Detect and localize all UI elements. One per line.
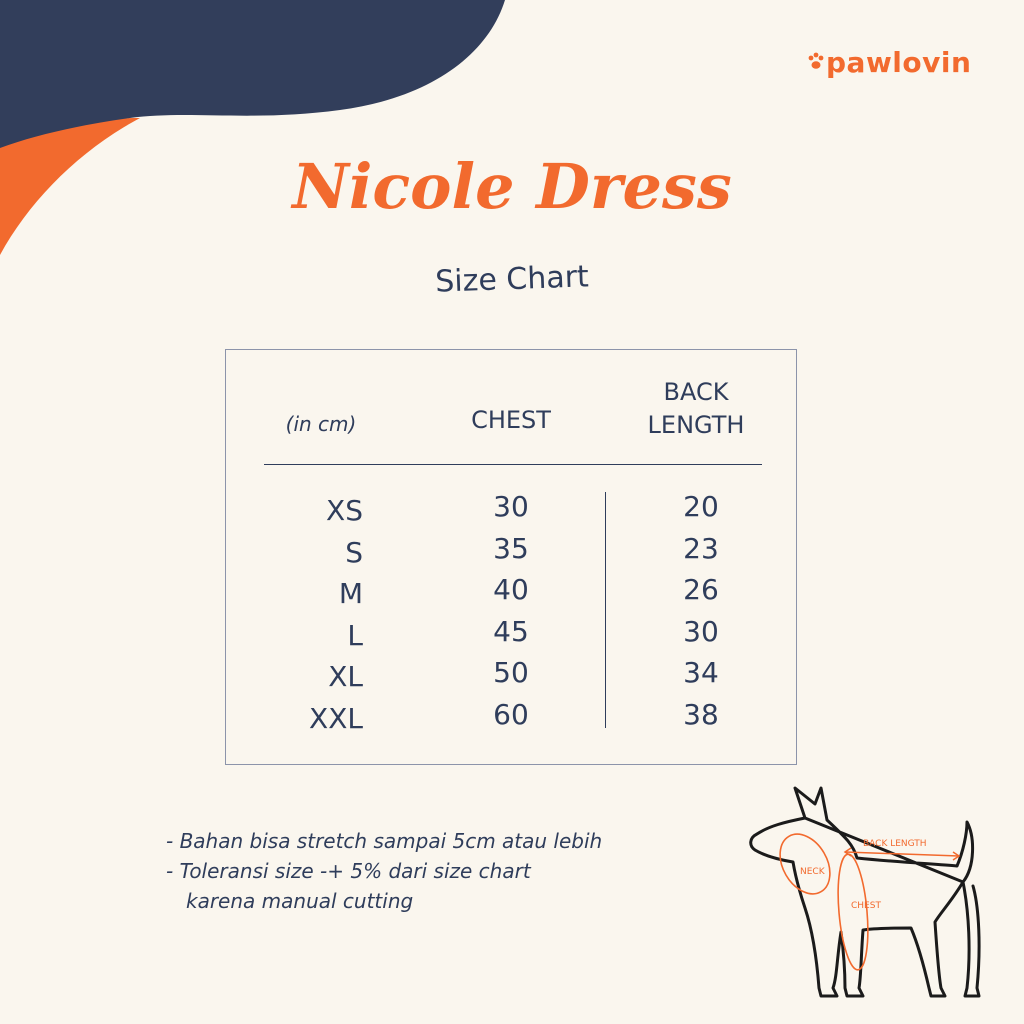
size-cell: XXL [309,701,363,735]
column-header-back-length [626,376,766,442]
column-header-back-line1: BACK [663,378,729,406]
page-title: Nicole Dress [292,150,732,223]
unit-label: (in cm) [285,412,357,436]
brand-logo [808,46,971,79]
back-length-arrow [845,852,959,856]
table-body [226,490,798,739]
page-subtitle: Size Chart [434,259,590,300]
size-cell: L [347,618,363,652]
back-length-cell: 38 [683,697,719,731]
neck-label: NECK [800,867,825,877]
chest-cell: 30 [493,490,529,523]
back-length-cell: 23 [683,531,719,565]
note-line: - Bahan bisa stretch sampai 5cm atau lebih [166,829,603,853]
back-length-cell: 26 [683,573,719,606]
neck-measure [770,825,840,902]
chest-cell: 35 [493,531,529,565]
size-chart-table [225,349,797,765]
table-row [226,573,798,615]
dog-measurement-diagram [745,782,985,1012]
paw-icon [808,52,824,74]
table-row [226,698,798,740]
navy-blob [0,0,505,148]
back-length-cell: 30 [683,614,719,648]
header-divider [264,464,762,465]
chest-cell: 50 [493,656,529,689]
chest-label: CHEST [851,901,881,911]
chest-cell: 40 [493,573,529,606]
size-cell: S [345,535,363,569]
table-row [226,615,798,657]
note-line: karena manual cutting [186,889,414,913]
back-length-cell: 34 [683,656,719,689]
notes [166,826,602,916]
column-header-back-line2: LENGTH [647,411,745,439]
back-length-label: BACK LENGTH [863,839,927,849]
table-row [226,532,798,574]
back-length-cell: 20 [683,490,719,523]
chest-cell: 45 [493,614,529,648]
column-header-chest: CHEST [471,406,551,434]
note-line: - Toleransi size -+ 5% dari size chart [166,859,531,883]
brand-name: pawlovin [826,46,972,79]
size-cell: XL [328,660,363,693]
table-row [226,656,798,698]
chest-cell: 60 [493,697,529,731]
size-cell: XS [326,494,363,527]
size-cell: M [338,577,363,610]
table-row [226,490,798,532]
